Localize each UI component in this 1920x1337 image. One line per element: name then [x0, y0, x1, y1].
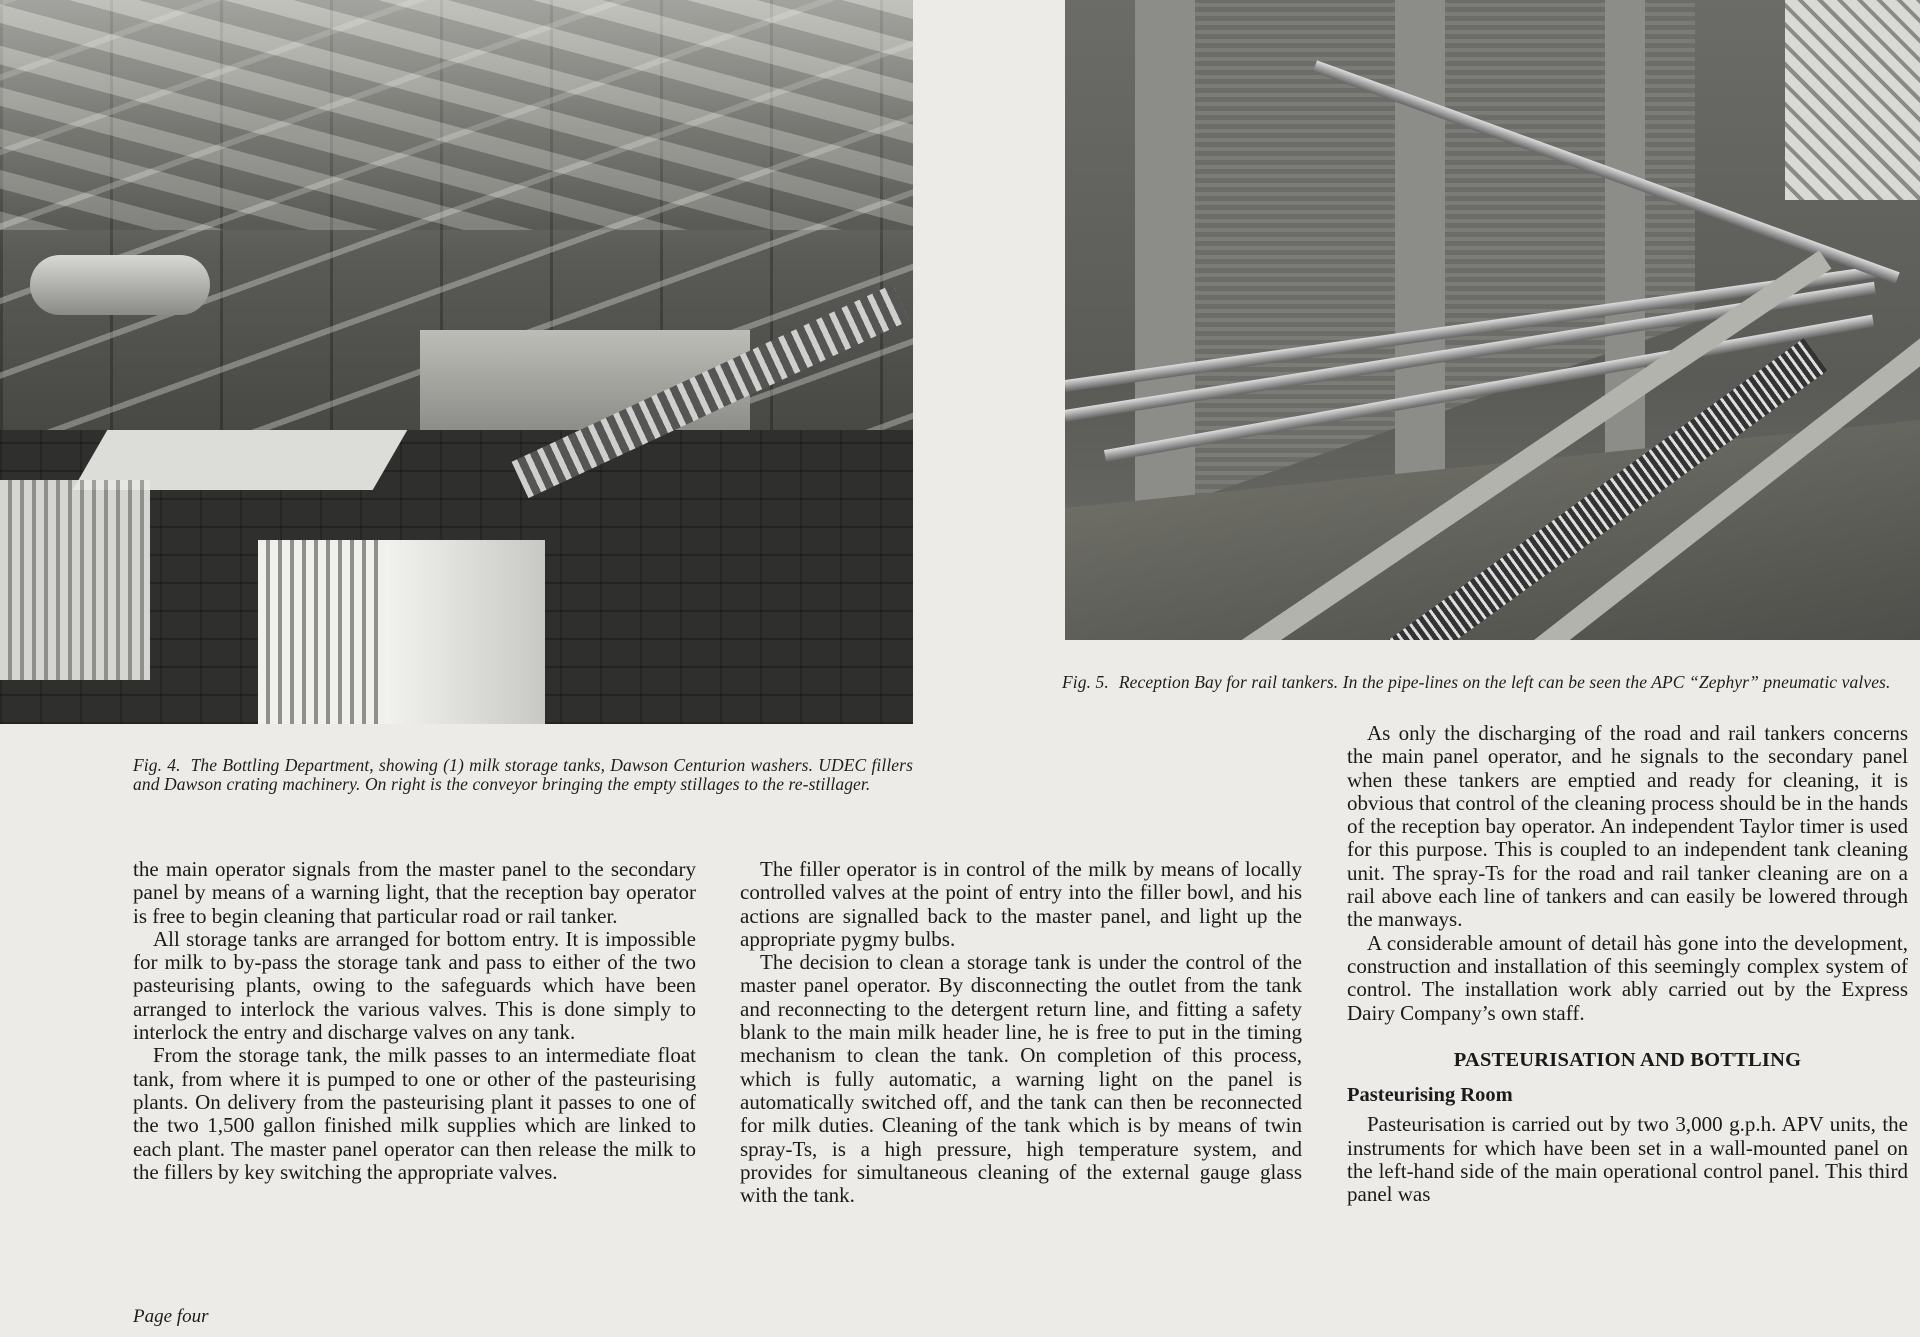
page-number: Page four: [133, 1306, 209, 1327]
fig5-reception-bay-photo: [1065, 0, 1920, 640]
paragraph: The filler operator is in control of the milk by means of locally controlled valves at the point of entry into the filler bowl, and his actions are signalled back to the master panel, and light up the appropriate pygmy bulbs.: [740, 857, 1302, 951]
paragraph: the main operator signals from the master panel to the secondary panel by means of a warning light, that the reception bay operator is free to begin cleaning that particular road or rail tanker.: [133, 857, 696, 928]
paragraph: As only the discharging of the road and rail tankers concerns the main panel operator, and he signals to the secondary panel when these tankers are emptied and ready for cleaning, it is obvious that control of the cleaning process should be in the hands of the reception bay operator. An independent Taylor timer is used for this purpose. This is coupled to an independent tank cleaning unit. The spray-Ts for the road and rail tanker cleaning are on a rail above each line of tankers and can easily be lowered through the manways.: [1347, 721, 1908, 932]
fig4-caption: [133, 756, 913, 794]
factory-roof: [0, 0, 913, 230]
fig4-caption-text: The Bottling Department, showing (1) milk storage tanks, Dawson Centurion washers. UDEC fillers and Dawson crating machinery. On right is the conveyor bringing the empty stillages to the re-stillager.: [133, 755, 913, 794]
machine-housing: [385, 540, 545, 724]
bottle-crates-left: [0, 480, 150, 680]
sub-heading: Pasteurising Room: [1347, 1084, 1513, 1107]
fig4-bottling-department-photo: [0, 0, 913, 724]
text-column-2: [740, 858, 1302, 1207]
fig4-label: Fig. 4.: [133, 755, 181, 775]
text-column-3: [1347, 722, 1908, 1207]
skylight: [1785, 0, 1920, 200]
fig5-caption-text: Reception Bay for rail tankers. In the pipe-lines on the left can be seen the APC “Zephyr” pneumatic valves.: [1118, 672, 1891, 692]
paragraph: Pasteurisation is carried out by two 3,000 g.p.h. APV units, the instruments for which have been set in a wall-mounted panel on the left-hand side of the main operational control panel. This third panel was: [1347, 1112, 1908, 1207]
section-heading: PASTEURISATION AND BOTTLING: [1453, 1048, 1802, 1071]
pillar: [1395, 0, 1445, 520]
paragraph: A considerable amount of detail hàs gone into the development, construction and installation of this seemingly complex system of control. The installation work ably carried out by the Express Dairy Company’s own staff.: [1347, 930, 1908, 1025]
paragraph: All storage tanks are arranged for bottom entry. It is impossible for milk to by-pass the storage tank and pass to either of the two pasteurising plants, owing to the safeguards which have been arranged to interlock the various valves. This is done simply to interlock the entry and discharge valves on any tank.: [133, 926, 696, 1045]
milk-storage-tank: [30, 255, 210, 315]
fig5-label: Fig. 5.: [1062, 672, 1109, 692]
fig5-caption: [1062, 673, 1910, 692]
bottle-crates-middle: [258, 540, 388, 724]
paragraph: The decision to clean a storage tank is under the control of the master panel operator. By disconnecting the outlet from the tank and reconnecting to the detergent return line, and fitting a safety blank to the main milk header line, he is free to put in the timing mechanism to clean the tank. On completion of this process, which is fully automatic, a warning light on the panel is automatically switched off, and the tank can then be reconnected for milk duties. Cleaning of the tank which is by means of twin spray-Ts, is a high pressure, high temperature system, and provides for simultaneous cleaning of the external gauge glass with the tank.: [740, 950, 1302, 1208]
text-column-1: [133, 858, 696, 1184]
paragraph: From the storage tank, the milk passes to an intermediate float tank, from where it is pumped to one or other of the pasteurising plants. On delivery from the pasteurising plant it passes to one of the two 1,500 gallon finished milk supplies which are linked to each plant. The master panel operator can then release the milk to the fillers by key switching the appropriate valves.: [133, 1043, 696, 1184]
